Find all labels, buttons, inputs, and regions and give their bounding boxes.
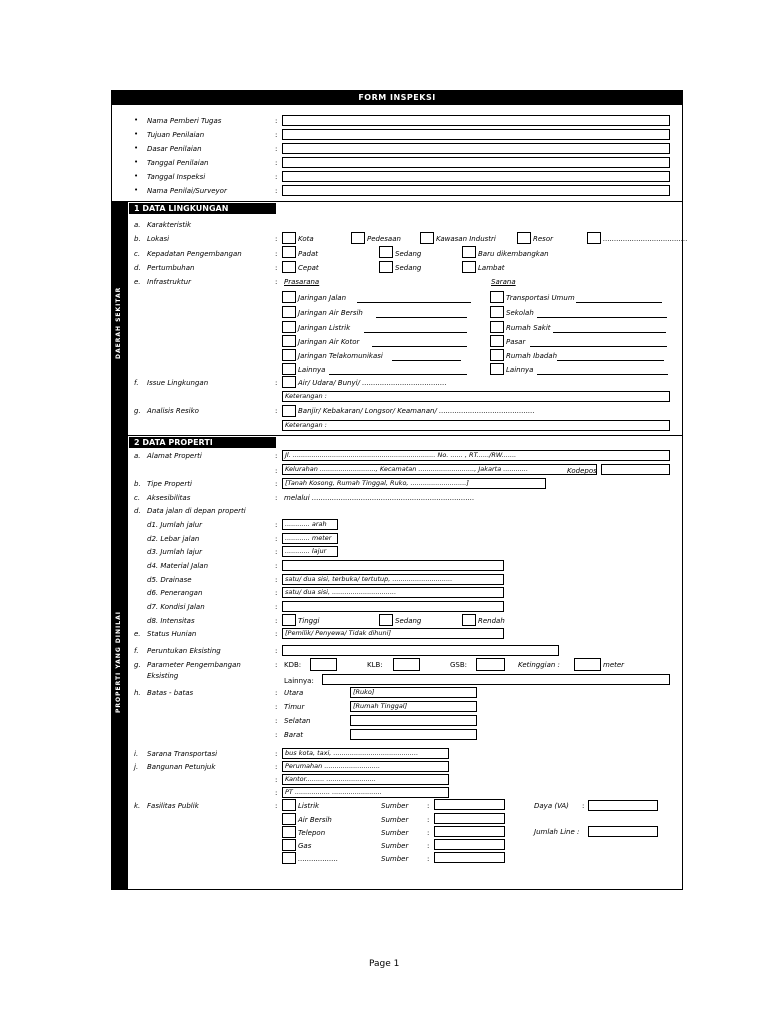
colon: :	[275, 494, 278, 502]
alamat-line2[interactable]	[282, 464, 597, 475]
colon: :	[275, 630, 278, 638]
colon: :	[275, 159, 278, 167]
bullet: •	[134, 130, 139, 138]
colon: :	[427, 802, 430, 810]
status-hunian-letter: e.	[134, 630, 141, 638]
fasilitas-checkbox[interactable]	[282, 799, 296, 811]
aksesibilitas-value: melalui .........................................................................	[284, 494, 475, 502]
jumlah-line-label: Jumlah Line :	[534, 828, 580, 836]
header-field-label: Tanggal Inspeksi	[147, 173, 206, 181]
colon: :	[275, 535, 278, 543]
batas-input[interactable]	[350, 715, 477, 726]
sarana-input-line[interactable]	[537, 317, 667, 318]
sarana-input-line[interactable]	[576, 302, 662, 303]
lokasi-checkbox[interactable]	[587, 232, 601, 244]
prasarana-item-label: Jaringan Telakomunikasi	[298, 352, 383, 360]
colon: :	[275, 603, 278, 611]
pertumbuhan-option-label: Cepat	[298, 264, 319, 272]
daya-input[interactable]	[588, 800, 658, 811]
colon: :	[275, 521, 278, 529]
tipe-properti-input[interactable]	[282, 478, 546, 489]
kodepos-label: Kodepos	[567, 467, 597, 475]
colon: :	[275, 117, 278, 125]
intensitas-option-label: Sedang	[395, 617, 422, 625]
colon: :	[275, 802, 278, 810]
sarana-transportasi-input-value: bus kota, taxi, .........................................	[285, 749, 419, 757]
kepadatan-checkbox[interactable]	[462, 246, 476, 258]
lainnya-input[interactable]	[322, 674, 670, 685]
prasarana-label: Prasarana	[284, 278, 320, 286]
prasarana-checkbox[interactable]	[282, 335, 296, 347]
colon: :	[275, 562, 278, 570]
fasilitas-checkbox[interactable]	[282, 813, 296, 825]
bangunan-petunjuk-input-value: PT ................. ........................	[285, 788, 382, 796]
sumber-input[interactable]	[434, 839, 505, 850]
jalan-d4-input[interactable]	[282, 560, 504, 571]
jalan-d5-input-value: satu/ dua sisi, terbuka/ tertutup, .............................	[285, 575, 453, 583]
resiko-value: Banjir/ Kebakaran/ Longsor/ Keamanan/ ...........................................	[298, 407, 535, 415]
lokasi-checkbox[interactable]	[351, 232, 365, 244]
analisis-resiko-letter: g.	[134, 407, 141, 415]
colon: :	[275, 647, 278, 655]
header-field-label: Nama Penilai/Surveyor	[147, 187, 227, 195]
sarana-checkbox[interactable]	[490, 291, 504, 303]
header-field-input[interactable]	[282, 143, 670, 154]
batas-input-value: [Ruko]	[353, 688, 375, 696]
colon: :	[275, 717, 278, 725]
jalan-d7-input[interactable]	[282, 601, 504, 612]
sarana-input-line[interactable]	[530, 346, 668, 347]
bangunan-petunjuk-input-value: Kantor......... ........................	[285, 775, 376, 783]
jalan-d7-label: d7. Kondisi Jalan	[147, 603, 205, 611]
jalan-d3-label: d3. Jumlah lajur	[147, 548, 203, 556]
fasilitas-publik-letter: k.	[134, 802, 141, 810]
status-hunian-input-value: [Pemilik/ Penyewa/ Tidak dihuni]	[285, 629, 392, 637]
colon: :	[275, 407, 278, 415]
bangunan-petunjuk-input[interactable]	[282, 774, 449, 785]
bangunan-petunjuk-input-value: Perumahan ...........................	[285, 762, 381, 770]
pertumbuhan-option-label: Lambat	[478, 264, 505, 272]
prasarana-input-line[interactable]	[372, 346, 467, 347]
fasilitas-item-label: ..................	[298, 855, 339, 863]
jumlah-line-input[interactable]	[588, 826, 658, 837]
section1-side-label: DAERAH SEKITAR	[115, 286, 122, 359]
prasarana-checkbox[interactable]	[282, 321, 296, 333]
issue-lingkungan-letter: f.	[134, 379, 139, 387]
jalan-d6-input[interactable]	[282, 587, 504, 598]
colon: :	[427, 829, 430, 837]
header-field-input[interactable]	[282, 157, 670, 168]
status-hunian-input[interactable]	[282, 628, 504, 639]
intensitas-checkbox[interactable]	[462, 614, 476, 626]
fasilitas-checkbox[interactable]	[282, 852, 296, 864]
sumber-input[interactable]	[434, 799, 505, 810]
colon: :	[275, 617, 278, 625]
header-field-input[interactable]	[282, 129, 670, 140]
pertumbuhan-checkbox[interactable]	[282, 261, 296, 273]
pertumbuhan-letter: d.	[134, 264, 141, 272]
peruntukan-label: Peruntukan Eksisting	[147, 647, 221, 655]
header-field-input[interactable]	[282, 115, 670, 126]
sarana-checkbox[interactable]	[490, 321, 504, 333]
prasarana-item-label: Jaringan Air Kotor	[298, 338, 360, 346]
sarana-item-label: Pasar	[506, 338, 526, 346]
jalan-d2-label: d2. Lebar jalan	[147, 535, 200, 543]
lokasi-option-label: Pedesaan	[367, 235, 401, 243]
sumber-label: Sumber	[381, 802, 409, 810]
sarana-checkbox[interactable]	[490, 363, 504, 375]
batas-letter: h.	[134, 689, 141, 697]
sarana-item-label: Sekolah	[506, 309, 534, 317]
kodepos-input[interactable]	[601, 464, 670, 475]
karakteristik-label: Karakteristik	[147, 221, 192, 229]
colon: :	[275, 776, 278, 784]
sarana-transportasi-letter: i.	[134, 750, 139, 758]
bangunan-petunjuk-letter: j.	[134, 763, 139, 771]
batas-direction-label: Utara	[284, 689, 304, 697]
infrastruktur-letter: e.	[134, 278, 141, 286]
kepadatan-checkbox[interactable]	[379, 246, 393, 258]
prasarana-item-label: Lainnya	[298, 366, 326, 374]
klb-input[interactable]	[393, 658, 420, 671]
batas-direction-label: Barat	[284, 731, 304, 739]
sumber-label: Sumber	[381, 816, 409, 824]
data-jalan-label: Data jalan di depan properti	[147, 507, 246, 515]
alamat-label: Alamat Properti	[147, 452, 202, 460]
lokasi-checkbox[interactable]	[420, 232, 434, 244]
jalan-d4-label: d4. Material Jalan	[147, 562, 209, 570]
prasarana-item-label: Jaringan Air Bersih	[298, 309, 363, 317]
bangunan-petunjuk-input[interactable]	[282, 761, 449, 772]
jalan-d5-input[interactable]	[282, 574, 504, 585]
section2-header: 2 DATA PROPERTI	[129, 437, 276, 448]
sarana-transportasi-label: Sarana Transportasi	[147, 750, 218, 758]
sarana-input-line[interactable]	[553, 332, 666, 333]
page-number: Page 1	[369, 959, 400, 969]
status-hunian-label: Status Hunian	[147, 630, 197, 638]
fasilitas-item-label: Air Bersih	[298, 816, 332, 824]
ketinggian-input[interactable]	[574, 658, 601, 671]
fasilitas-publik-label: Fasilitas Publik	[147, 802, 199, 810]
intensitas-label: d8. Intensitas	[147, 617, 195, 625]
meter-label: meter	[603, 661, 625, 669]
sarana-transportasi-input[interactable]	[282, 748, 449, 759]
fasilitas-item-label: Gas	[298, 842, 312, 850]
tipe-properti-letter: b.	[134, 480, 141, 488]
pertumbuhan-label: Pertumbuhan	[147, 264, 195, 272]
colon: :	[275, 131, 278, 139]
ketinggian-label: Ketinggian :	[518, 661, 560, 669]
analisis-resiko-label: Analisis Resiko	[147, 407, 199, 415]
alamat-line1-value: Jl. ..................................................................... No. ...... , RT....../RW.......	[285, 451, 517, 459]
inspection-form	[111, 90, 688, 890]
peruntukan-letter: f.	[134, 647, 139, 655]
prasarana-input-line[interactable]	[364, 332, 467, 333]
intensitas-option-label: Tinggi	[298, 617, 320, 625]
pertumbuhan-option-label: Sedang	[395, 264, 422, 272]
colon: :	[275, 589, 278, 597]
tipe-properti-label: Tipe Properti	[147, 480, 192, 488]
colon: :	[275, 467, 278, 475]
batas-input[interactable]	[350, 701, 477, 712]
lokasi-label: Lokasi	[147, 235, 170, 243]
intensitas-option-label: Rendah	[478, 617, 505, 625]
batas-input[interactable]	[350, 687, 477, 698]
prasarana-checkbox[interactable]	[282, 349, 296, 361]
issue-checkbox[interactable]	[282, 376, 296, 388]
sarana-checkbox[interactable]	[490, 335, 504, 347]
issue-value: Air/ Udara/ Bunyi/ ......................................	[298, 379, 447, 387]
colon: :	[427, 855, 430, 863]
batas-direction-label: Selatan	[284, 717, 311, 725]
section2-side-label: PROPERTI YANG DINILAI	[115, 611, 122, 713]
section1-header: 1 DATA LINGKUNGAN	[129, 203, 276, 214]
colon: :	[275, 789, 278, 797]
aksesibilitas-letter: c.	[134, 494, 141, 502]
fasilitas-item-label: Listrik	[298, 802, 320, 810]
colon: :	[275, 235, 278, 243]
colon: :	[275, 379, 278, 387]
intensitas-checkbox[interactable]	[282, 614, 296, 626]
colon: :	[275, 750, 278, 758]
sarana-label: Sarana	[491, 278, 516, 286]
jalan-d2-input[interactable]	[282, 533, 338, 544]
alamat-letter: a.	[134, 452, 141, 460]
pertumbuhan-checkbox[interactable]	[379, 261, 393, 273]
jalan-d1-input-value: ............ arah	[285, 520, 327, 528]
bullet: •	[134, 186, 139, 194]
prasarana-item-label: Jaringan Jalan	[298, 294, 347, 302]
daya-label: Daya (VA)	[534, 802, 569, 810]
jalan-d5-label: d5. Drainase	[147, 576, 192, 584]
intensitas-checkbox[interactable]	[379, 614, 393, 626]
sumber-label: Sumber	[381, 855, 409, 863]
fasilitas-checkbox[interactable]	[282, 826, 296, 838]
lokasi-option-label: Kota	[298, 235, 314, 243]
prasarana-input-line[interactable]	[357, 302, 471, 303]
lainnya-label: Lainnya:	[284, 677, 314, 685]
tipe-properti-input-value: [Tanah Kosong, Rumah Tinggal, Ruko, ...........................]	[285, 479, 469, 487]
sumber-input[interactable]	[434, 852, 505, 863]
parameter-label-2: Eksisting	[147, 672, 179, 680]
colon: :	[275, 278, 278, 286]
jalan-d1-input[interactable]	[282, 519, 338, 530]
sumber-label: Sumber	[381, 829, 409, 837]
colon: :	[275, 173, 278, 181]
gsb-input[interactable]	[476, 658, 505, 671]
kdb-label: KDB:	[284, 661, 302, 669]
jalan-d2-input-value: ............ meter	[285, 534, 332, 542]
prasarana-input-line[interactable]	[392, 360, 461, 361]
kepadatan-label: Kepadatan Pengembangan	[147, 250, 242, 258]
klb-label: KLB:	[367, 661, 383, 669]
header-field-input[interactable]	[282, 171, 670, 182]
header-field-input[interactable]	[282, 185, 670, 196]
kepadatan-letter: c.	[134, 250, 141, 258]
lokasi-option-label: ......................................	[603, 235, 688, 243]
prasarana-item-label: Jaringan Listrik	[298, 324, 351, 332]
colon: :	[275, 661, 278, 669]
colon: :	[275, 731, 278, 739]
colon: :	[275, 480, 278, 488]
issue-lingkungan-label: Issue Lingkungan	[147, 379, 209, 387]
sarana-item-label: Transportasi Umum	[506, 294, 575, 302]
kepadatan-option-label: Padat	[298, 250, 318, 258]
divider	[112, 435, 682, 436]
bullet: •	[134, 158, 139, 166]
alamat-line1[interactable]	[282, 450, 670, 461]
fasilitas-checkbox[interactable]	[282, 839, 296, 851]
batas-input[interactable]	[350, 729, 477, 740]
prasarana-input-line[interactable]	[329, 374, 467, 375]
sarana-checkbox[interactable]	[490, 306, 504, 318]
colon: :	[582, 802, 585, 810]
kepadatan-checkbox[interactable]	[282, 246, 296, 258]
sarana-checkbox[interactable]	[490, 349, 504, 361]
kepadatan-option-label: Baru dikembangkan	[478, 250, 549, 258]
jalan-d6-input-value: satu/ dua sisi, ...............................	[285, 588, 397, 596]
header-field-label: Tanggal Penilaian	[147, 159, 209, 167]
resiko-keterangan-value: Keterangan :	[285, 421, 327, 429]
colon: :	[275, 576, 278, 584]
colon: :	[275, 548, 278, 556]
bullet: •	[134, 172, 139, 180]
colon: :	[427, 842, 430, 850]
sumber-input[interactable]	[434, 813, 505, 824]
kdb-input[interactable]	[310, 658, 337, 671]
sarana-item-label: Rumah Sakit	[506, 324, 551, 332]
batas-label: Batas - batas	[147, 689, 194, 697]
sumber-label: Sumber	[381, 842, 409, 850]
bullet: •	[134, 144, 139, 152]
lokasi-checkbox[interactable]	[282, 232, 296, 244]
colon: :	[275, 703, 278, 711]
jalan-d3-input-value: ............ lajur	[285, 547, 327, 555]
prasarana-checkbox[interactable]	[282, 291, 296, 303]
sarana-input-line[interactable]	[557, 360, 664, 361]
colon: :	[275, 187, 278, 195]
issue-keterangan-value: Keterangan :	[285, 392, 327, 400]
data-jalan-letter: d.	[134, 507, 141, 515]
pertumbuhan-checkbox[interactable]	[462, 261, 476, 273]
prasarana-input-line[interactable]	[376, 317, 467, 318]
colon: :	[275, 763, 278, 771]
header-field-label: Dasar Penilaian	[147, 145, 202, 153]
kepadatan-option-label: Sedang	[395, 250, 422, 258]
parameter-letter: g.	[134, 661, 141, 669]
colon: :	[275, 264, 278, 272]
sumber-input[interactable]	[434, 826, 505, 837]
infrastruktur-label: Infrastruktur	[147, 278, 191, 286]
colon: :	[275, 452, 278, 460]
colon: :	[275, 689, 278, 697]
bullet: •	[134, 116, 139, 124]
issue-keterangan[interactable]	[282, 391, 670, 402]
sarana-item-label: Rumah Ibadah	[506, 352, 558, 360]
lokasi-checkbox[interactable]	[517, 232, 531, 244]
sarana-input-line[interactable]	[537, 374, 668, 375]
peruntukan-input[interactable]	[282, 645, 559, 656]
colon: :	[275, 145, 278, 153]
resiko-keterangan[interactable]	[282, 420, 670, 431]
resiko-checkbox[interactable]	[282, 405, 296, 417]
alamat-line2-value: Kelurahan ..........................., Kecamatan ..........................., Jakarta ............	[285, 465, 529, 473]
parameter-label: Parameter Pengembangan	[147, 661, 241, 669]
batas-input-value: [Rumah Tinggal]	[353, 702, 408, 710]
header-field-label: Tujuan Penilaian	[147, 131, 205, 139]
karakteristik-letter: a.	[134, 221, 141, 229]
divider	[112, 201, 682, 202]
prasarana-checkbox[interactable]	[282, 363, 296, 375]
jalan-d6-label: d6. Penerangan	[147, 589, 203, 597]
fasilitas-item-label: Telepon	[298, 829, 326, 837]
jalan-d1-label: d1. Jumlah jalur	[147, 521, 203, 529]
colon: :	[427, 816, 430, 824]
bangunan-petunjuk-label: Bangunan Petunjuk	[147, 763, 216, 771]
batas-direction-label: Timur	[284, 703, 305, 711]
form-title: FORM INSPEKSI	[358, 93, 436, 102]
lokasi-option-label: Resor	[533, 235, 553, 243]
header-field-label: Nama Pemberi Tugas	[147, 117, 222, 125]
aksesibilitas-label: Aksesibilitas	[147, 494, 191, 502]
gsb-label: GSB:	[450, 661, 468, 669]
prasarana-checkbox[interactable]	[282, 306, 296, 318]
colon: :	[275, 250, 278, 258]
lokasi-option-label: Kawasan Industri	[436, 235, 496, 243]
bangunan-petunjuk-input[interactable]	[282, 787, 449, 798]
jalan-d3-input[interactable]	[282, 546, 338, 557]
lokasi-letter: b.	[134, 235, 141, 243]
sarana-item-label: Lainnya	[506, 366, 534, 374]
